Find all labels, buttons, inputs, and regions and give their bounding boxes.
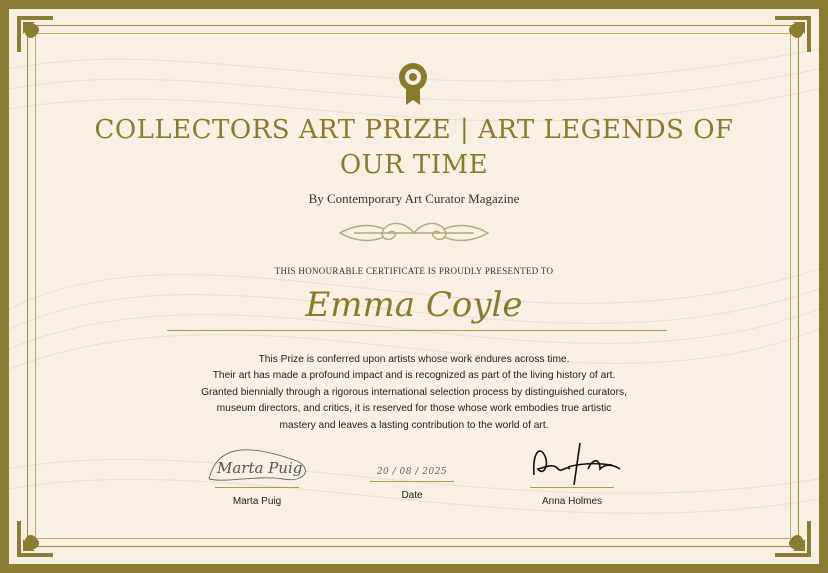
body-line: This Prize is conferred upon artists whose work endures across time.	[258, 354, 570, 365]
certificate-body	[129, 352, 699, 434]
date-line	[370, 481, 454, 482]
signature-right	[502, 439, 642, 487]
body-line: museum directors, and critics, it is reserved for those whose work embodies true artistic	[216, 403, 612, 415]
signature-line	[215, 487, 299, 488]
date-label: Date	[401, 490, 423, 501]
signature-line	[530, 487, 614, 488]
signature-block-right	[502, 439, 642, 507]
body-line: Granted biennially through a rigorous international selection process by distinguished curators,	[201, 386, 627, 398]
body-line: Their art has made a profound impact and is recognized as part of the living history of art.	[212, 370, 616, 382]
date-block	[342, 439, 482, 501]
recipient-name: Emma Coyle	[305, 285, 523, 325]
certificate-title: COLLECTORS ART PRIZE | ART LEGENDS OF OUR TIME	[94, 115, 734, 180]
signature-block-left	[187, 439, 327, 507]
signer-name-left: Marta Puig	[232, 496, 282, 507]
signer-name-right: Anna Holmes	[541, 496, 603, 507]
flourish-divider-icon	[334, 219, 494, 247]
presented-to-text: THIS HONOURABLE CERTIFICATE IS PROUDLY PRESENTED TO	[274, 266, 554, 276]
certificate	[9, 9, 819, 564]
certificate-subtitle: By Contemporary Art Curator Magazine	[308, 191, 520, 206]
svg-text:Marta Puig: Marta Puig	[217, 459, 303, 477]
floral-corner-icon	[771, 517, 815, 561]
award-ribbon-icon	[395, 61, 431, 107]
signature-left	[187, 439, 327, 487]
floral-corner-icon	[13, 517, 57, 561]
body-line: mastery and leaves a lasting contribution to the world of art.	[279, 419, 549, 431]
floral-corner-icon	[13, 12, 57, 56]
date-value: 20 / 08 / 2025	[376, 467, 448, 477]
floral-corner-icon	[771, 12, 815, 56]
recipient-underline	[167, 330, 667, 331]
